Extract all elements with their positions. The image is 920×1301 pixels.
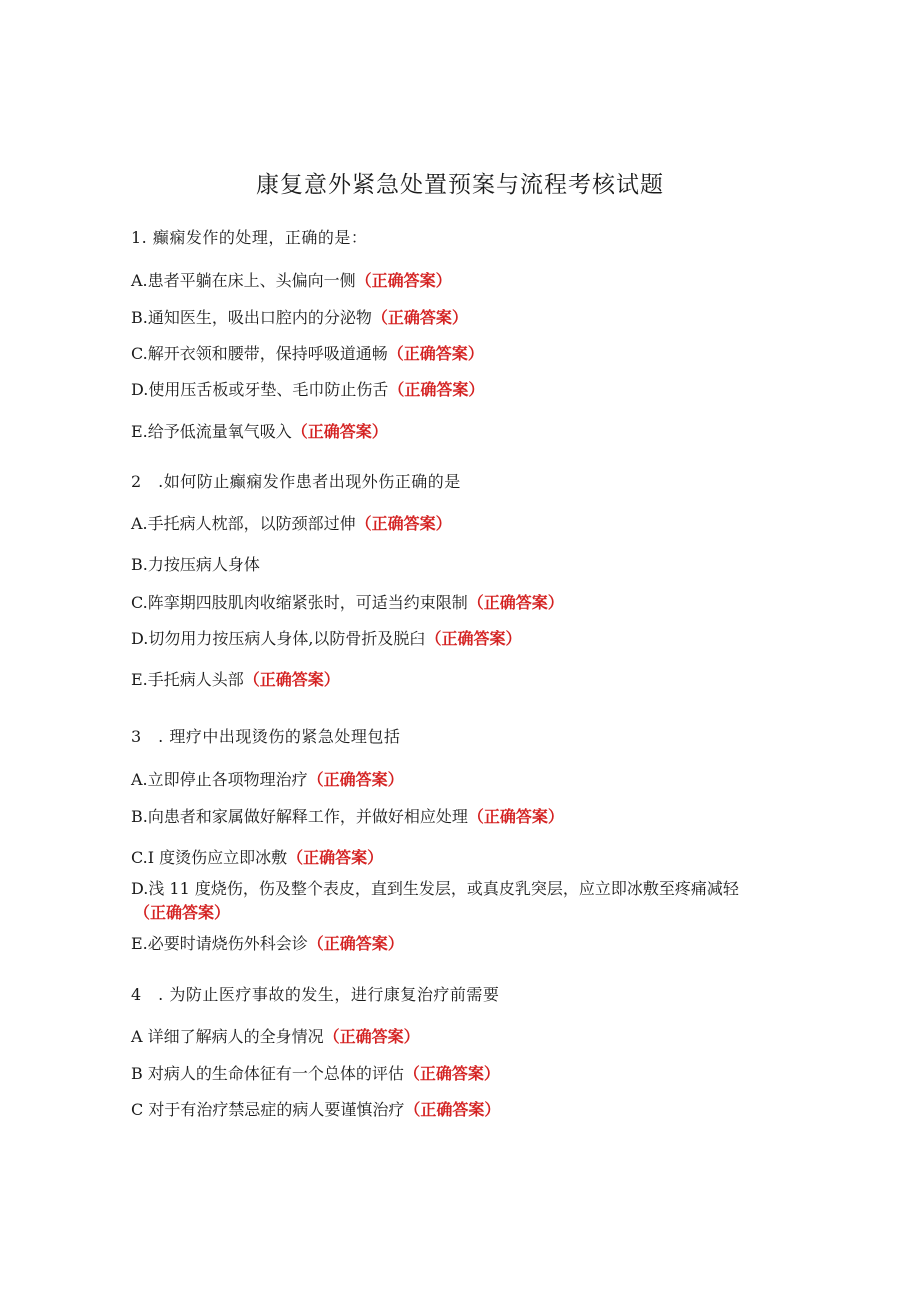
option-3e: E.必要时请烧伤外科会诊（正确答案） xyxy=(131,934,404,953)
correct-answer-mark: （正确答案） xyxy=(403,1064,500,1083)
correct-answer-mark: （正确答案） xyxy=(243,670,340,689)
option-4a: A 详细了解病人的全身情况（正确答案） xyxy=(131,1027,420,1046)
correct-answer-mark: （正确答案） xyxy=(355,271,452,290)
option-3a: A.立即停止各项物理治疗（正确答案） xyxy=(131,770,404,789)
option-1c: C.解开衣领和腰带，保持呼吸道通畅（正确答案） xyxy=(131,344,484,363)
option-2e: E.手托病人头部（正确答案） xyxy=(131,670,340,689)
option-2b: B.力按压病人身体 xyxy=(131,555,260,574)
correct-answer-mark: （正确答案） xyxy=(387,344,484,363)
correct-answer-mark: （正确答案） xyxy=(307,770,404,789)
question-3: 3 . 理疗中出现烫伤的紧急处理包括 xyxy=(131,727,401,746)
option-4c: C 对于有治疗禁忌症的病人要谨慎治疗（正确答案） xyxy=(131,1100,501,1119)
correct-answer-mark: （正确答案） xyxy=(355,514,452,533)
correct-answer-mark: （正确答案） xyxy=(404,1100,501,1119)
correct-answer-mark: （正确答案） xyxy=(425,629,522,648)
correct-answer-mark: （正确答案） xyxy=(388,380,485,399)
option-1e: E.给予低流量氧气吸入（正确答案） xyxy=(131,422,388,441)
option-3b: B.向患者和家属做好解释工作，并做好相应处理（正确答案） xyxy=(131,807,564,826)
question-2: 2 .如何防止癫痫发作患者出现外伤正确的是 xyxy=(131,472,461,491)
correct-answer-mark: （正确答案） xyxy=(467,807,564,826)
option-2a: A.手托病人枕部，以防颈部过伸（正确答案） xyxy=(131,514,452,533)
correct-answer-mark: （正确答案） xyxy=(287,848,384,867)
option-3c: C.I 度烫伤应立即冰敷（正确答案） xyxy=(131,848,384,867)
question-1: 1. 癫痫发作的处理，正确的是： xyxy=(131,228,368,247)
question-4: 4 . 为防止医疗事故的发生，进行康复治疗前需要 xyxy=(131,985,500,1004)
option-2c: C.阵挛期四肢肌肉收缩紧张时，可适当约束限制（正确答案） xyxy=(131,593,564,612)
option-2d: D.切勿用力按压病人身体,以防骨折及脱臼（正确答案） xyxy=(131,629,522,648)
option-1a: A.患者平躺在床上、头偏向一侧（正确答案） xyxy=(131,271,452,290)
correct-answer-mark: （正确答案） xyxy=(134,903,231,922)
correct-answer-mark: （正确答案） xyxy=(323,1027,420,1046)
page-title: 康复意外紧急处置预案与流程考核试题 xyxy=(256,172,664,198)
option-3d-answer xyxy=(134,902,230,924)
correct-answer-mark: （正确答案） xyxy=(371,308,468,327)
correct-answer-mark: （正确答案） xyxy=(291,422,388,441)
option-1b: B.通知医生，吸出口腔内的分泌物（正确答案） xyxy=(131,308,468,327)
option-3d: D.浅 11 度烧伤，伤及整个表皮，直到生发层，或真皮乳突层，应立即冰敷至疼痛减轻 xyxy=(131,879,739,898)
option-1d: D.使用压舌板或牙垫、毛巾防止伤舌（正确答案） xyxy=(131,380,485,399)
correct-answer-mark: （正确答案） xyxy=(467,593,564,612)
option-4b: B 对病人的生命体征有一个总体的评估（正确答案） xyxy=(131,1064,500,1083)
correct-answer-mark: （正确答案） xyxy=(307,934,404,953)
